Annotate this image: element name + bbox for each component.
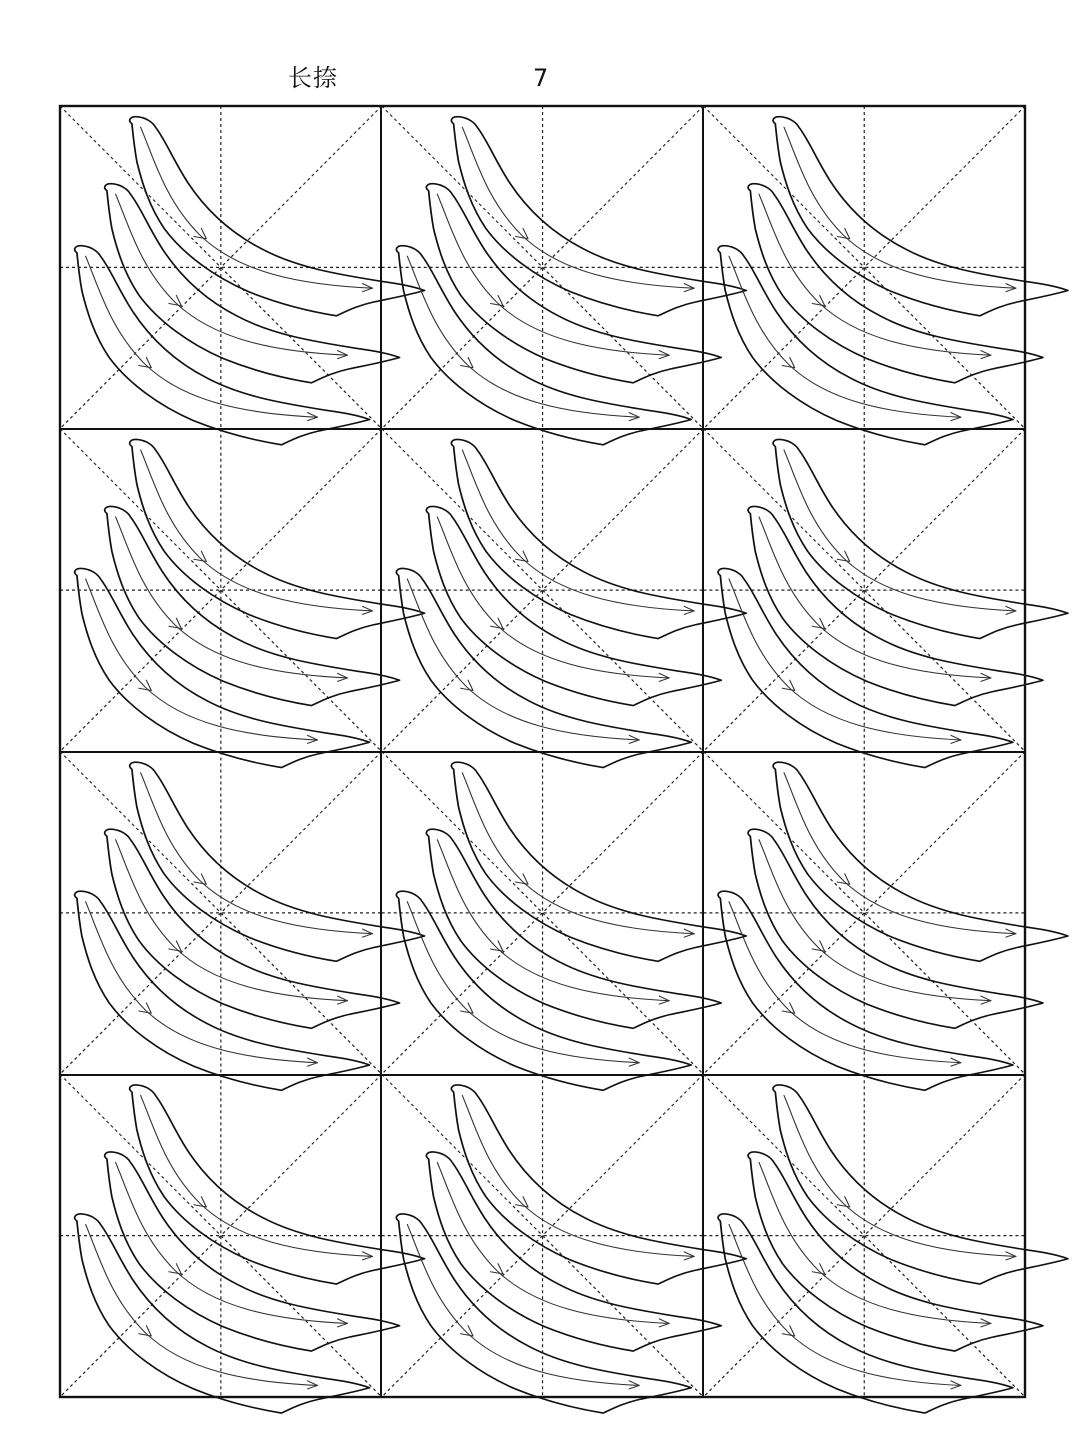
long-na-stroke-icon [748, 1152, 1043, 1351]
long-na-stroke-icon [105, 1152, 400, 1351]
long-na-stroke-icon [773, 1085, 1068, 1284]
long-na-stroke-icon [773, 117, 1068, 316]
practice-cell [703, 752, 1068, 1091]
long-na-stroke-icon [773, 762, 1068, 961]
practice-cell [382, 106, 747, 445]
practice-cell [382, 429, 747, 768]
long-na-stroke-icon [105, 829, 400, 1028]
stroke-title: 长捺 [288, 64, 338, 92]
long-na-stroke-icon [426, 1152, 721, 1351]
long-na-stroke-icon [748, 829, 1043, 1028]
long-na-stroke-icon [748, 506, 1043, 705]
stroke-cells [60, 106, 1068, 1413]
long-na-stroke-icon [105, 184, 400, 383]
practice-cell [382, 1074, 747, 1413]
page-number: 7 [533, 64, 549, 92]
practice-cell [382, 752, 747, 1091]
long-na-stroke-icon [75, 568, 370, 767]
long-na-stroke-icon [718, 568, 1013, 767]
long-na-stroke-icon [396, 891, 691, 1090]
practice-cell [703, 1074, 1068, 1413]
long-na-stroke-icon [75, 1214, 370, 1413]
long-na-stroke-icon [105, 506, 400, 705]
practice-cell [60, 1074, 425, 1413]
long-na-stroke-icon [396, 246, 691, 445]
long-na-stroke-icon [718, 1214, 1013, 1413]
practice-cell [703, 106, 1068, 445]
practice-cell [60, 429, 425, 768]
practice-cell [60, 752, 425, 1091]
long-na-stroke-icon [748, 184, 1043, 383]
long-na-stroke-icon [75, 891, 370, 1090]
long-na-stroke-icon [75, 246, 370, 445]
long-na-stroke-icon [396, 568, 691, 767]
long-na-stroke-icon [426, 184, 721, 383]
long-na-stroke-icon [718, 246, 1013, 445]
practice-cell [60, 106, 425, 445]
long-na-stroke-icon [426, 829, 721, 1028]
long-na-stroke-icon [773, 439, 1068, 638]
practice-cell [703, 429, 1068, 768]
long-na-stroke-icon [718, 891, 1013, 1090]
long-na-stroke-icon [396, 1214, 691, 1413]
long-na-stroke-icon [426, 506, 721, 705]
